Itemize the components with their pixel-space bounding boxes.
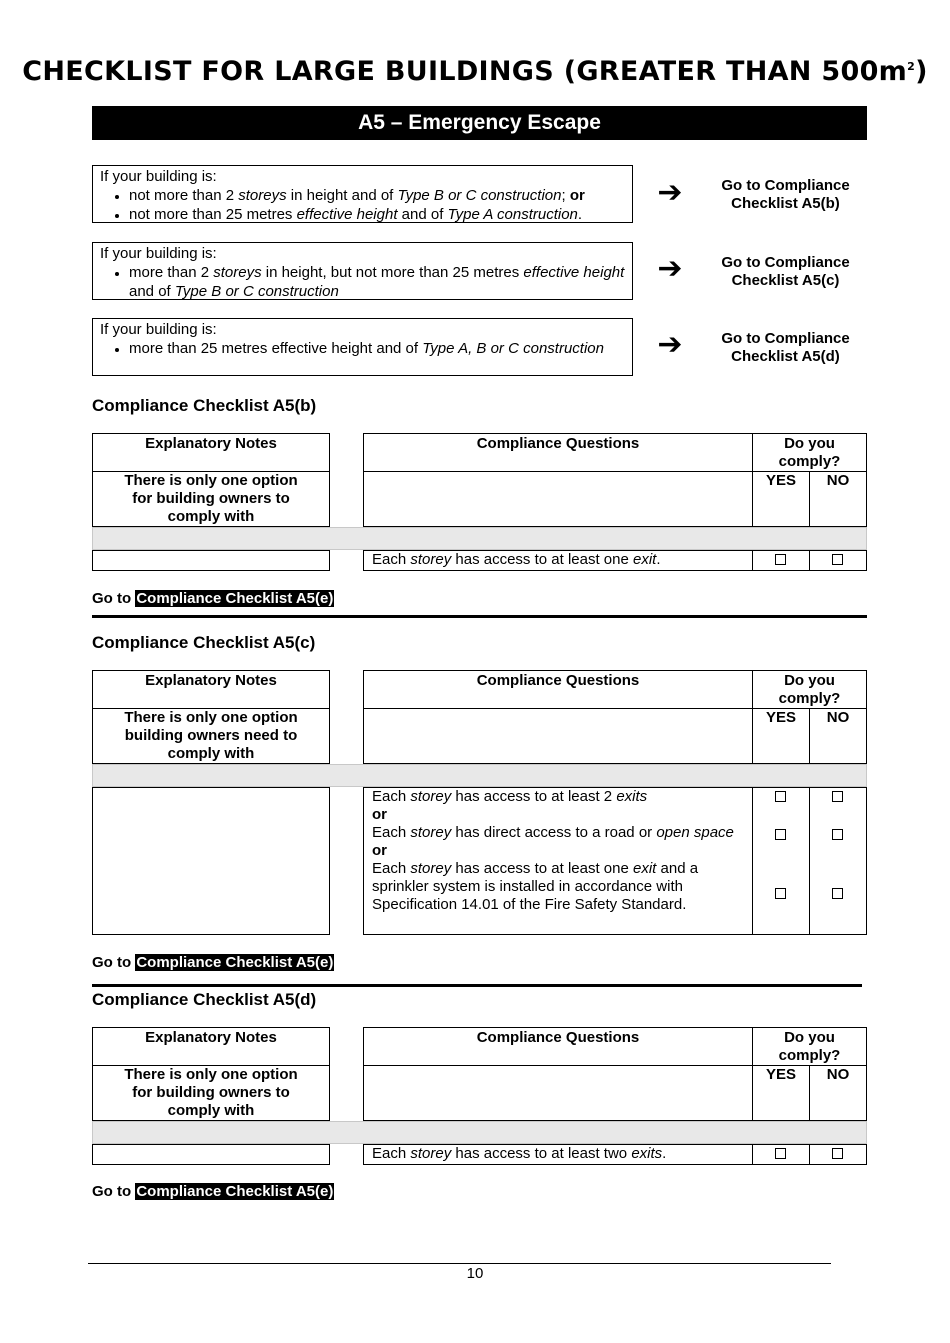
goto-checklist-e-link[interactable]: Compliance Checklist A5(e) [136, 954, 334, 971]
blank-cell [363, 708, 753, 764]
arrow-right-icon: ➔ [657, 252, 683, 285]
no-checkbox[interactable] [832, 554, 843, 565]
checklist-heading: Compliance Checklist A5(b) [92, 396, 317, 415]
question-cell [363, 550, 753, 571]
page-title: CHECKLIST FOR LARGE BUILDINGS (GREATER THAN $500m^2$) [22, 56, 928, 87]
routing-condition: • more than 25 metres effective height and of Type A, B or C construction [129, 339, 625, 358]
section-divider [92, 615, 867, 618]
questions-header: Compliance Questions [476, 672, 640, 689]
comply-header: Do you comply? [778, 672, 841, 707]
option-note: There is only one option for building owners to comply with [124, 1066, 298, 1119]
questions-header-cell [363, 1027, 753, 1066]
no-header: NO [826, 472, 850, 489]
notes-header: Explanatory Notes [145, 1029, 277, 1046]
no-checkbox[interactable] [832, 829, 843, 840]
checklist-heading: Compliance Checklist A5(c) [92, 633, 316, 652]
yes-header-cell [752, 708, 810, 764]
comply-header-cell [752, 433, 867, 472]
routing-condition: • not more than 25 metres effective height and of Type A construction. [129, 205, 625, 224]
yes-header: YES [765, 1066, 796, 1083]
yes-cell [752, 787, 810, 935]
comply-header-cell [752, 670, 867, 709]
routing-box-c [92, 242, 633, 300]
arrow-right-icon: ➔ [657, 328, 683, 361]
section-divider [92, 984, 862, 987]
routing-box-b [92, 165, 633, 223]
questions-header-cell [363, 433, 753, 472]
checklist-heading: Compliance Checklist A5(d) [92, 990, 317, 1009]
yes-header: YES [765, 472, 796, 489]
questions-header: Compliance Questions [476, 435, 640, 452]
yes-header: YES [765, 709, 796, 726]
option-note-cell [92, 1065, 330, 1121]
no-checkbox[interactable] [832, 1148, 843, 1159]
comply-header: Do you comply? [778, 435, 841, 470]
notes-cell [92, 550, 330, 571]
no-header: NO [826, 709, 850, 726]
no-checkbox[interactable] [832, 791, 843, 802]
notes-header-cell [92, 433, 330, 472]
routing-condition: • more than 2 storeys in height, but not more than 25 metres effective height and of Type B or C construction [129, 263, 625, 301]
routing-intro: If your building is: [100, 321, 217, 338]
comply-header-cell [752, 1027, 867, 1066]
option-note: There is only one option for building owners to comply with [124, 472, 298, 525]
yes-checkbox[interactable] [775, 791, 786, 802]
questions-header: Compliance Questions [476, 1029, 640, 1046]
separator-row [92, 527, 867, 550]
routing-box-d [92, 318, 633, 376]
no-header: NO [826, 1066, 850, 1083]
no-header-cell [809, 471, 867, 527]
question-cell [363, 787, 753, 935]
goto-next-line: Go to Compliance Checklist A5(e) [92, 590, 334, 607]
notes-header: Explanatory Notes [145, 672, 277, 689]
blank-cell [363, 1065, 753, 1121]
blank-cell [363, 471, 753, 527]
yes-header-cell [752, 471, 810, 527]
goto-checklist-c-link[interactable]: Go to Compliance Checklist A5(c) [721, 254, 850, 289]
goto-checklist-b-link[interactable]: Go to Compliance Checklist A5(b) [721, 177, 850, 212]
comply-header: Do you comply? [778, 1029, 841, 1064]
question-text: Each storey has access to at least two exits. [372, 1145, 667, 1162]
goto-next-line: Go to Compliance Checklist A5(e) [92, 954, 334, 971]
routing-intro: If your building is: [100, 168, 217, 185]
no-cell [809, 787, 867, 935]
question-text: Each storey has access to at least 2 exits or Each storey has direct access to a road or open space or Each storey has access to at least one exit and a sprinkler system is installed in accordance with Specification 14.01 of the Fire Safety Standard. [372, 788, 734, 913]
questions-header-cell [363, 670, 753, 709]
option-note-cell [92, 471, 330, 527]
yes-checkbox[interactable] [775, 829, 786, 840]
yes-checkbox[interactable] [775, 554, 786, 565]
notes-header-cell [92, 670, 330, 709]
separator-row [92, 764, 867, 787]
notes-cell [92, 787, 330, 935]
routing-intro: If your building is: [100, 245, 217, 262]
section-header: A5 – Emergency Escape [92, 106, 867, 140]
footer-rule [88, 1263, 831, 1264]
option-note: There is only one option building owners need to comply with [124, 709, 298, 762]
goto-checklist-d-link[interactable]: Go to Compliance Checklist A5(d) [721, 330, 850, 365]
no-checkbox[interactable] [832, 888, 843, 899]
yes-checkbox[interactable] [775, 1148, 786, 1159]
goto-checklist-e-link[interactable]: Compliance Checklist A5(e) [136, 590, 334, 607]
notes-header-cell [92, 1027, 330, 1066]
no-header-cell [809, 1065, 867, 1121]
question-cell [363, 1144, 753, 1165]
page-number: 10 [466, 1265, 484, 1282]
goto-checklist-e-link[interactable]: Compliance Checklist A5(e) [136, 1183, 334, 1200]
option-note-cell [92, 708, 330, 764]
goto-next-line: Go to Compliance Checklist A5(e) [92, 1183, 334, 1200]
yes-header-cell [752, 1065, 810, 1121]
question-text: Each storey has access to at least one exit. [372, 551, 661, 568]
separator-row [92, 1121, 867, 1144]
no-header-cell [809, 708, 867, 764]
notes-cell [92, 1144, 330, 1165]
notes-header: Explanatory Notes [145, 435, 277, 452]
routing-condition: • not more than 2 storeys in height and of Type B or C construction; or [129, 186, 625, 205]
yes-checkbox[interactable] [775, 888, 786, 899]
arrow-right-icon: ➔ [657, 176, 683, 209]
